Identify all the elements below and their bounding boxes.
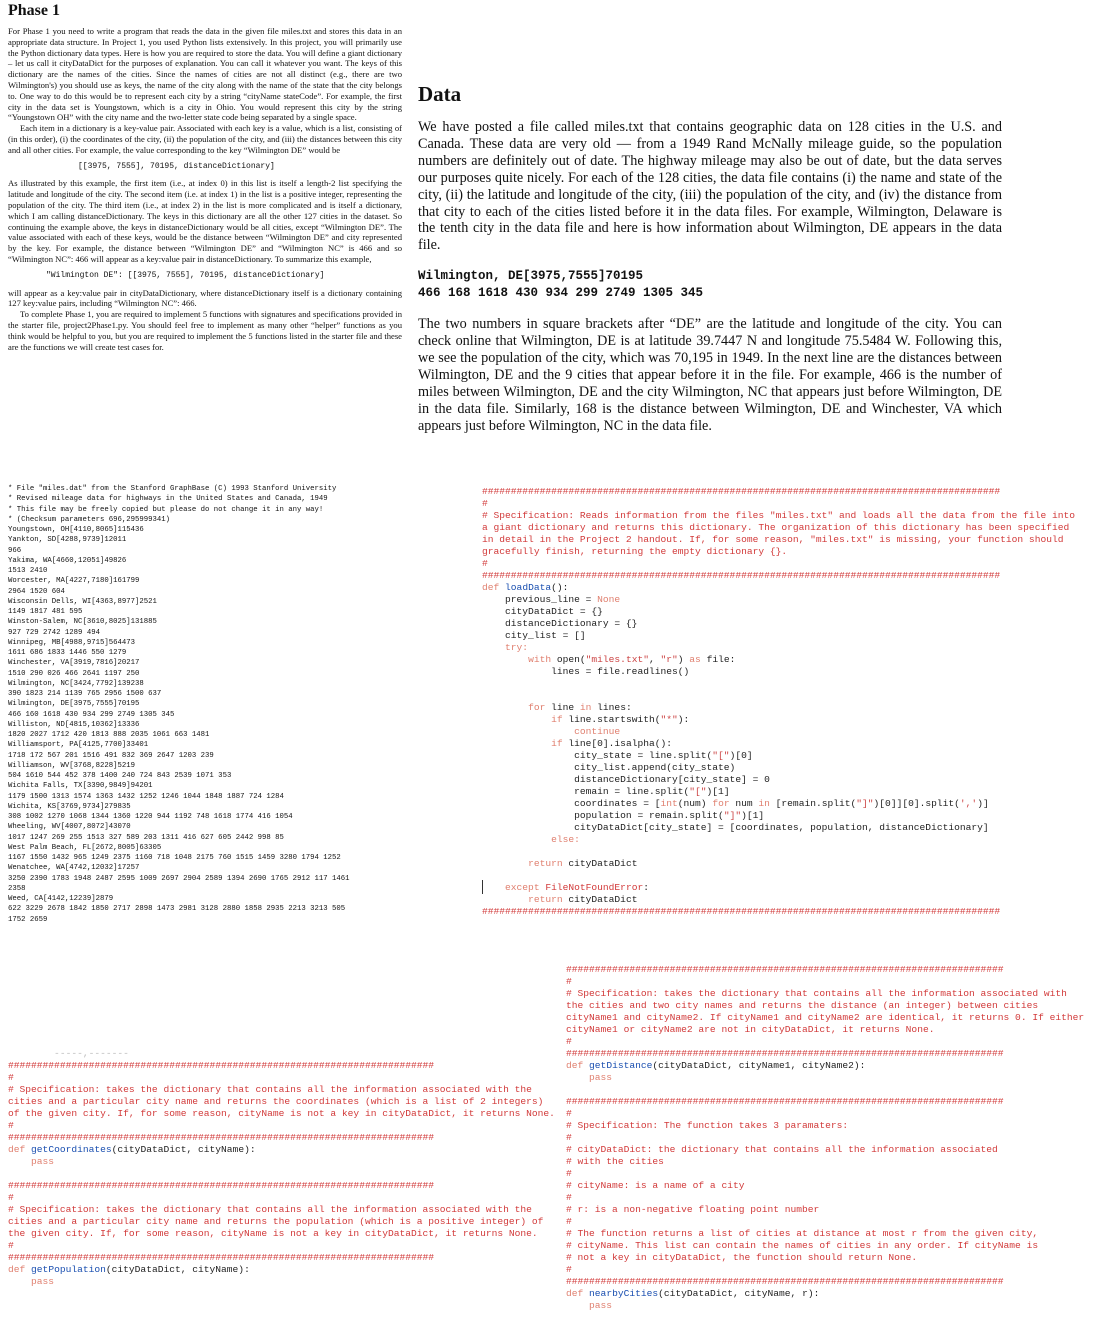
comment-hash: #: [566, 976, 572, 987]
def-get-population: def getPopulation(cityDataDict, cityName):: [8, 1264, 250, 1275]
comment-border: ##########################################################################################: [482, 486, 1001, 497]
phase-paragraph-3: As illustrated by this example, the first item (i.e., at index 0) in this list is itself a length-2 list specifying the latitude and longitude of the city. The second item (i.e. at index 1) in the list is a positive integer, representing the population of the city. The third item (i.e., at index 2) in the list is more complicated and is itself a dictionary, which I am calling distanceDictionary. The keys in this dictionary are all the other 127 cities in the dataset. So continuing the example above, the keys in distanceDictionary would be all cities, except “Wilmington DE”. The value associated with each of these keys, would be the distance between “Wilmington DE” and city represented by the key. For example, the distance between “Wilmington DE” and “Wilmington NC” is 466 and so “Wilmington NC”: 466 will appear as a key:value pair in distanceDictionary. To summarize this example,: [8, 178, 402, 264]
get-coordinates-spec: # Specification: takes the dictionary that contains all the information associated with the cities and a particular city name and returns the coordinates (which is a list of 2 integers) of the given city. If, for some reason, cityName is not a key in cityDataDict, it returns None.: [8, 1084, 555, 1119]
load-data-spec: [482, 510, 1082, 558]
code-line: pass: [8, 1276, 55, 1287]
comment-hash: #: [8, 1072, 14, 1083]
load-spec-text: Specification: Reads information from the files "miles.txt" and loads all the data from the file into a giant dictionary and returns this dictionary. The organization of this dictionary has been specified in detail in the Project 2 handout. If, for some reason, "miles.txt" is missing, your function should gracefully finish, returning the empty dictionary {}.: [482, 510, 1075, 557]
code-comment: # not a key in cityDataDict, the function should return None.: [566, 1252, 918, 1263]
comment-hash: #: [566, 1108, 572, 1119]
code-line: pass: [566, 1300, 613, 1311]
comment-border: ############################################################################: [566, 964, 1004, 975]
comment-border: ##########################################################################: [8, 1060, 435, 1071]
code-line: city_list.append(city_state): [482, 762, 736, 773]
code-line: city_list = []: [482, 630, 586, 641]
phase-title: Phase 1: [8, 2, 60, 19]
comment-hash: #: [566, 1216, 572, 1227]
data-sample-line-2: 466 168 1618 430 934 299 2749 1305 345: [418, 286, 704, 301]
code-line: for line in lines:: [528, 702, 632, 713]
comment-hash: #: [482, 498, 488, 509]
phase-paragraph-4: will appear as a key:value pair in cityDataDictionary, where distanceDictionary itself is a dictionary containing 127 key:value pairs, including “Wilmington NC”: 466.: [8, 287, 402, 309]
code-line: city_state = line.split("[")[0]: [482, 750, 753, 761]
code-line: cityDataDict = {}: [482, 606, 603, 617]
code-line: distanceDictionary[city_state] = 0: [482, 774, 770, 785]
comment-hash: #: [566, 1264, 572, 1275]
comment-border: ##########################################################################: [8, 1132, 435, 1143]
miles-file-listing: * File "miles.dat" from the Stanford GraphBase (C) 1993 Stanford University * Revised mileage data for highways in the United States and Canada, 1949 * This file may be freely copied but please do not change it in any way! * (Checksum parameters 696,295999341) Youngstown, OH[4110,8065]115436 Yankton, SD[4288,9739]12011 966 Yakima, WA[4660,12051]49826 1513 2410 Worcester, MA[4227,7180]161799 2964 1520 604 Wisconsin Dells, WI[4363,8977]2521 1149 1817 481 595 Winston-Salem, NC[3610,8025]131885 927 729 2742 1289 494 Winnipeg, MB[4988,9715]564473 1611 686 1833 1446 550 1279 Winchester, VA[3919,7816]20217 1510 290 026 466 2641 1197 250 Wilmington, NC[3424,7792]139238 390 1823 214 1139 765 2956 1500 637 Wilmington, DE[3975,7555]70195 466 160 1618 430 934 299 2749 1305 345 Williston, ND[4815,10362]13336 1820 2027 1712 420 1813 888 2035 1061 663 1481 Williamsport, PA[4125,7700]33401 1718 172 567 201 1516 491 832 369 2647 1203 239 Williamson, WV[3768,8228]5219 504 1610 544 452 378 1400 240 724 843 2539 1071 353 Wichita Falls, TX[3390,9849]94201 1179 1500 1313 1574 1363 1432 1252 1246 1044 1848 1887 724 1284 Wichita, KS[3769,9734]279835 308 1002 1270 1068 1344 1360 1220 944 1192 748 1618 1774 416 1054 Wheeling, WV[4007,8072]43070 1017 1247 269 255 1513 327 589 203 1311 416 627 605 2442 998 85 West Palm Beach, FL[2672,8005]63305 1167 1550 1432 965 1249 2375 1160 718 1048 2175 760 1515 1459 3280 1794 1252 Wenatchee, WA[4742,12032]17257 3250 2390 1783 1948 2487 2595 1009 2697 2904 2589 1394 2690 1765 2912 117 1461 2358 Weed, CA[4142,12239]2879 622 3229 2678 1842 1850 2717 2898 1473 2981 3128 2880 1858 2935 2213 3213 505 1752 2659: [8, 485, 350, 924]
comment-border: ##########################################################################: [8, 1252, 435, 1263]
code-line: cityDataDict[city_state] = [coordinates, population, distanceDictionary]: [482, 822, 989, 833]
code-line: continue: [482, 726, 621, 737]
code-line: coordinates = [int(num) for num in [remain.split("]")[0]][0].split(',')]: [482, 798, 989, 809]
phase-paragraph-2: Each item in a dictionary is a key-value pair. Associated with each key is a value, which is a list, consisting of (in this order), (i) the coordinates of the city, (ii) the population of the city, and (iii) the distances between this city and all other cities. For example, the value corresponding to the key “Wilmington DE” would be: [8, 123, 402, 155]
pop-spec-text: Specification: takes the dictionary that contains all the information associated with the cities and a particular city name and returns the population (which is a positive integer) of the given city. If, for some reason, cityName is not a key in cityDataDict, it returns None.: [8, 1204, 544, 1239]
dist-spec-text: Specification: takes the dictionary that contains all the information associated with the cities and two city names and returns the distance (an integer) between cities cityName1 and cityName2. If cityName1 and cityName2 are identical, it returns 0. If either cityName1 or cityName2 are not in cityDataDict, it returns None.: [566, 988, 1085, 1035]
code-line: distanceDictionary = {}: [482, 618, 638, 629]
code-line: [482, 846, 1112, 858]
data-paragraph-1: We have posted a file called miles.txt that contains geographic data on 128 cities in the U.S. and Canada. These data are very old — from a 1949 Rand McNally mileage guide, so the population numbers are definitely out of date. The highway mileage may also be out of date, but the data serves our purposes quite nicely. For each of the 128 cities, the data file contains (i) the name and state of the city, (ii) the latitude and longitude of the city, (iii) the population of the city, and (iv) the distance from that city to each of the cities listed before it in the data files. For example, Wilmington, Delaware is the tenth city in the data file and here is how information about Wilmington, DE appears in the data file.: [418, 119, 1002, 254]
data-heading: Data: [418, 82, 462, 106]
data-paragraph-2: The two numbers in square brackets after “DE” are the latitude and longitude of the city. You can check online that Wilmington, DE is at latitude 39.7447 N and longitude 75.5484 W. Following this, we see the population of the city, which was 70,195 in 1949. In the next line are the distances between Wilmington, DE and the 9 cities that appear before it in the file. For example, 466 is the number of miles between Wilmington, DE and the city Wilmington, NC that appears just before Wilmington, DE in the data file. Similarly, 168 is the distance between Wilmington, DE and Winchester, VA which appears just before Wilmington, NC in the data file.: [418, 316, 1002, 434]
code-comment: # cityName: is a name of a city: [566, 1180, 745, 1191]
code-line: previous_line = None: [482, 594, 621, 605]
code-line: [8, 1168, 560, 1180]
code-line: return cityDataDict: [528, 858, 638, 869]
phase-display-1: [[3975, 7555], 70195, distanceDictionary]: [78, 161, 275, 171]
code-line: with open("miles.txt", "r") as file:: [528, 654, 736, 665]
phase-display-2: "Wilmington DE": [[3975, 7555], 70195, distanceDictionary]: [46, 270, 325, 280]
phase-paragraph-5: To complete Phase 1, you are required to implement 5 functions with signatures and specifications provided in the starter file, project2Phase1.py. You should feel free to implement as many other “helper” functions as you think would be helpful to you, but you are required to implement the 5 functions listed in the starter file and these are the functions we will create test cases for.: [8, 309, 402, 352]
comment-border: ##########################################################################: [8, 1180, 435, 1191]
def-load-data: def loadData():: [482, 582, 569, 593]
data-sample-line-1: Wilmington, DE[3975,7555]70195: [418, 269, 644, 284]
code-line: [482, 870, 1112, 882]
partial-line: -----,-------: [8, 1048, 129, 1059]
load-data-code: [482, 474, 1112, 930]
code-comment: # r: is a non-negative floating point number: [566, 1204, 820, 1215]
get-distance-code: [566, 952, 1106, 1324]
code-line: if line.startswith("*"):: [551, 714, 690, 725]
comment-hash: #: [8, 1192, 14, 1203]
code-line: except FileNotFoundError:: [505, 882, 649, 893]
phase-description: [8, 26, 402, 352]
comment-hash: #: [566, 1132, 572, 1143]
comment-border: ############################################################################: [566, 1096, 1004, 1107]
data-section: [418, 82, 1002, 435]
near-spec-text: Specification: The function takes 3 paramaters:: [577, 1120, 849, 1131]
def-get-coordinates: def getCoordinates(cityDataDict, cityName):: [8, 1144, 256, 1155]
text-cursor: [482, 880, 483, 894]
code-line: remain = line.split("[")[1]: [482, 786, 730, 797]
phase-paragraph-1: For Phase 1 you need to write a program that reads the data in the given file miles.txt and stores this data in an appropriate data structure. In Project 1, you used Python lists extensively. In this project, you will primarily use the Python dictionary data types. Here is how you are required to store the data. You will define a giant dictionary – let us call it cityDataDict for the purposes of explanation. You can call it whatever you want. The keys of this dictionary are the names of the cities. Since the names of cities are not all distinct (e.g., there are two Wilmington's) you should use as keys, the name of the city along with the name of the state that the city belongs to. One way to do this would be to represent each city by a string “cityName stateCode”. For example, the first city in the data set is Youngstown, which is a city in Ohio. You would represent this city by the string “Youngstown OH” with the city name and the two-letter state code being separated by a single space.: [8, 26, 402, 123]
code-line: [482, 690, 1112, 702]
code-line: try:: [482, 642, 529, 653]
hash-prefix: #: [482, 510, 494, 521]
code-line: [566, 1084, 1106, 1096]
code-line: pass: [8, 1156, 55, 1167]
get-distance-spec: # Specification: takes the dictionary that contains all the information associated with the cities and two city names and returns the distance (an integer) between cities cityName1 and cityName2. If cityName1 and cityName2 are identical, it returns 0. If either cityName1 or cityName2 are not in cityDataDict, it returns None.: [566, 988, 1085, 1035]
code-comment: # with the cities: [566, 1156, 664, 1167]
comment-hash: #: [566, 1168, 572, 1179]
comment-border: ############################################################################: [566, 1276, 1004, 1287]
near-spec: # Specification: The function takes 3 paramaters:: [566, 1120, 849, 1131]
code-line: [482, 678, 1112, 690]
code-line: pass: [566, 1072, 613, 1083]
def-nearby-cities: def nearbyCities(cityDataDict, cityName, r):: [566, 1288, 820, 1299]
code-comment: # cityName. This list can contain the names of cities in any order. If cityName is: [566, 1240, 1039, 1251]
comment-hash: #: [566, 1036, 572, 1047]
def-get-distance: def getDistance(cityDataDict, cityName1, cityName2):: [566, 1060, 866, 1071]
coord-spec-text: Specification: takes the dictionary that contains all the information associated with the cities and a particular city name and returns the coordinates (which is a list of 2 integers) of the given city. If, for some reason, cityName is not a key in cityDataDict, it returns None.: [8, 1084, 555, 1119]
code-comment: # The function returns a list of cities at distance at most r from the given city,: [566, 1228, 1039, 1239]
comment-border: ##########################################################################################: [482, 906, 1001, 917]
comment-border: ##########################################################################################: [482, 570, 1001, 581]
comment-hash: #: [566, 1192, 572, 1203]
comment-hash: #: [8, 1120, 14, 1131]
comment-border: ############################################################################: [566, 1048, 1004, 1059]
code-line: if line[0].isalpha():: [551, 738, 672, 749]
get-population-spec: # Specification: takes the dictionary that contains all the information associated with the cities and a particular city name and returns the population (which is a positive integer) of the given city. If, for some reason, cityName is not a key in cityDataDict, it returns None.: [8, 1204, 544, 1239]
code-line: else:: [482, 834, 580, 845]
code-line: population = remain.split("]")[1]: [482, 810, 765, 821]
code-line: return cityDataDict: [528, 894, 638, 905]
code-comment: # cityDataDict: the dictionary that contains all the information associated: [566, 1144, 998, 1155]
code-line: lines = file.readlines(): [482, 666, 690, 677]
comment-hash: #: [482, 558, 488, 569]
get-coordinates-code: [8, 1036, 560, 1300]
comment-hash: #: [8, 1240, 14, 1251]
